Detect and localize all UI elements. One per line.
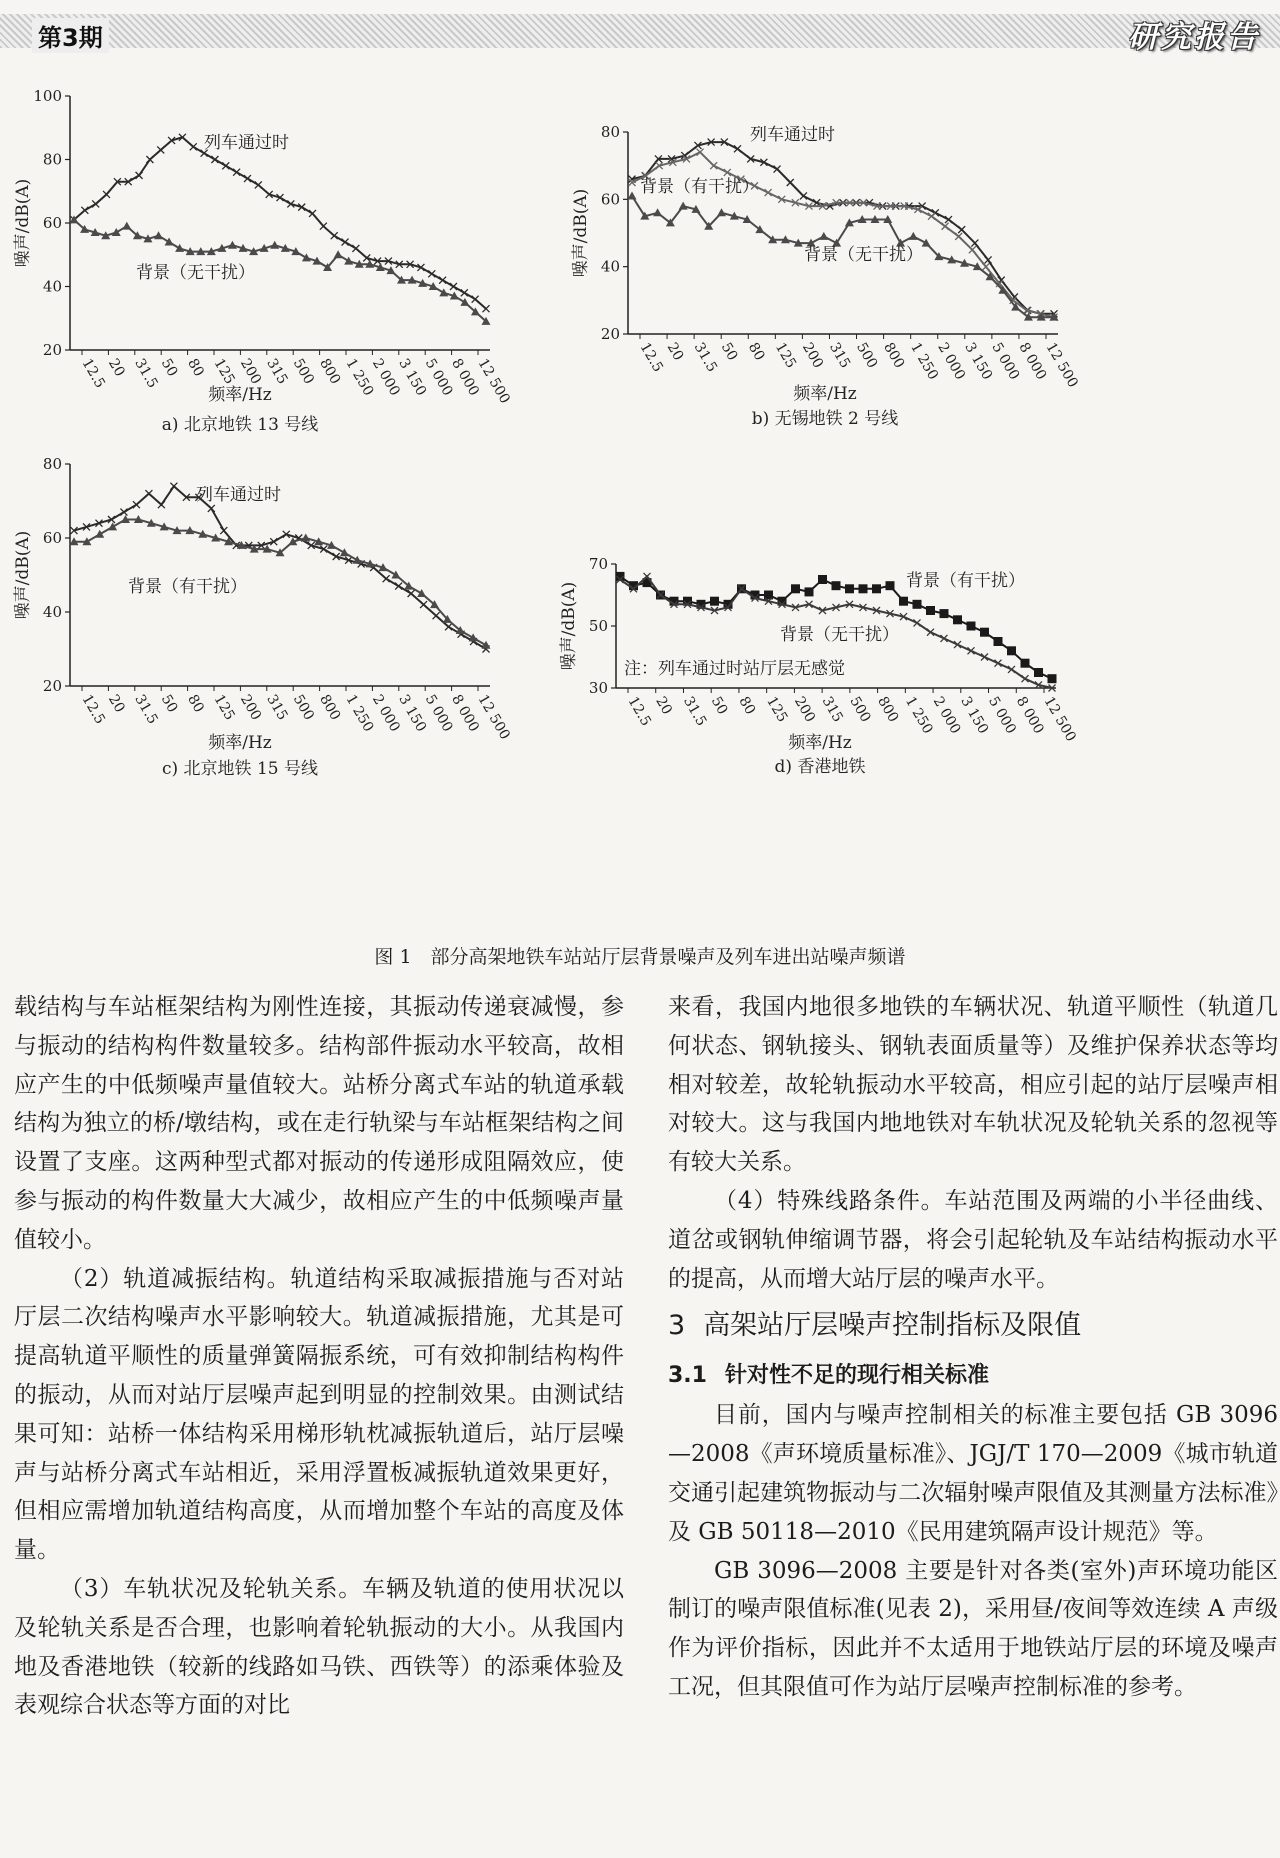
data-point <box>985 256 992 263</box>
x-tick-label: 20 <box>663 340 687 364</box>
x-tick-label: 2 000 <box>368 356 403 399</box>
x-axis-label: 频率/Hz <box>208 733 272 753</box>
x-tick-label: 125 <box>210 356 238 388</box>
x-tick-label: 200 <box>790 694 819 726</box>
x-tick-label: 31.5 <box>680 694 710 729</box>
y-tick-label: 50 <box>588 617 608 635</box>
x-tick-label: 500 <box>853 340 881 372</box>
series-line-1 <box>74 486 486 649</box>
x-tick-label: 200 <box>798 340 827 372</box>
data-point <box>170 483 177 490</box>
x-tick-label: 5 000 <box>421 356 456 399</box>
right-column <box>668 988 1278 1707</box>
x-tick-label: 2 000 <box>934 340 969 383</box>
series-annotation: 背景（有干扰） <box>906 571 1025 591</box>
data-point <box>383 575 390 582</box>
x-tick-label: 3 150 <box>395 356 430 399</box>
x-tick-label: 125 <box>771 340 800 372</box>
x-tick-label: 315 <box>263 692 291 724</box>
data-point <box>175 244 184 252</box>
left-column <box>14 988 624 1725</box>
section-heading-text: 高架站厅层噪声控制指标及限值 <box>703 1310 1082 1342</box>
right-paragraph-1: 来看，我国内地很多地铁的车辆状况、轨道平顺性（轨道几何状态、钢轨接头、钢轨表面质量等）及维护保养状态等均相对较差，故轮轨振动水平较高，相应引起的站厅层噪声相对较大。这与我国内地地铁对车轨状况及轮轨关系的忽视等有较大关系。 <box>668 994 1278 1176</box>
x-tick-label: 500 <box>846 694 874 726</box>
data-point <box>734 145 741 152</box>
series-line-1 <box>632 142 1054 314</box>
data-point <box>469 633 478 641</box>
data-point <box>190 143 197 150</box>
data-point <box>980 628 989 637</box>
data-point <box>697 149 704 156</box>
data-point <box>460 298 469 306</box>
data-point <box>483 305 490 312</box>
data-point <box>353 556 362 564</box>
chart-b <box>560 114 1280 444</box>
data-point <box>158 501 165 508</box>
data-point <box>154 231 163 239</box>
data-point <box>954 641 961 648</box>
y-axis-label: 噪声/dB(A) <box>13 178 33 268</box>
data-point <box>928 213 935 220</box>
data-point <box>653 208 662 216</box>
x-axis-label: 频率/Hz <box>793 384 857 404</box>
right-paragraph-2: （4）特殊线路条件。车站范围及两端的小半径曲线、道岔或钢轨伸缩调节器，将会引起轮轨及车站结构振动水平的提高，从而增大站厅层的噪声水平。 <box>668 1187 1278 1292</box>
x-tick-label: 80 <box>744 340 768 364</box>
data-point <box>352 245 359 252</box>
series-annotation: 背景（无干扰） <box>136 263 255 283</box>
data-point <box>428 270 435 277</box>
data-point <box>120 509 127 516</box>
x-tick-label: 12.5 <box>78 356 108 391</box>
panel-title: a) 北京地铁 13 号线 <box>161 415 319 435</box>
data-point <box>981 654 988 661</box>
x-tick-label: 200 <box>236 692 265 724</box>
data-point <box>953 615 962 624</box>
data-point <box>340 548 349 556</box>
section-heading-3 <box>668 1304 1278 1348</box>
panel-title: c) 北京地铁 15 号线 <box>162 759 318 779</box>
y-tick-label: 60 <box>600 190 620 209</box>
x-tick-label: 2 000 <box>368 692 403 735</box>
data-point <box>334 250 343 258</box>
x-tick-label: 2 000 <box>929 694 964 737</box>
x-tick-label: 50 <box>157 692 181 716</box>
x-tick-label: 12 500 <box>1042 340 1081 391</box>
data-point <box>899 597 908 606</box>
data-point <box>233 169 240 176</box>
x-tick-label: 125 <box>210 692 238 724</box>
series-annotation: 列车通过时 <box>750 125 835 145</box>
x-tick-label: 12.5 <box>624 694 654 729</box>
data-point <box>445 623 452 630</box>
x-tick-label: 500 <box>289 692 317 724</box>
x-tick-label: 31.5 <box>690 340 721 375</box>
x-tick-label: 20 <box>104 692 128 716</box>
x-tick-label: 1 250 <box>907 340 942 383</box>
x-tick-label: 800 <box>316 356 344 388</box>
data-point <box>482 641 491 649</box>
left-paragraph-3: （3）车轨状况及轮轨关系。车辆及轨道的使用状况以及轮轨关系是否合理，也影响着轮轨振动的大小。从我国内地及香港地铁（较新的线路如马铁、西铁等）的添乘体验及表观综合状态等方面的对比 <box>14 1575 624 1719</box>
y-tick-label: 70 <box>588 555 608 573</box>
data-point <box>679 202 688 210</box>
data-point <box>805 587 814 596</box>
data-point <box>832 581 841 590</box>
data-point <box>982 263 989 270</box>
data-point <box>1007 646 1016 655</box>
chart-a <box>0 80 640 440</box>
data-point <box>1048 674 1057 683</box>
series-annotation: 背景（无干扰） <box>780 625 899 645</box>
data-point <box>208 505 215 512</box>
data-point <box>1034 668 1043 677</box>
data-point <box>787 179 794 186</box>
subsection-heading-text: 针对性不足的现行相关标准 <box>724 1363 989 1389</box>
series-annotation: 背景（有干扰） <box>640 177 759 197</box>
x-tick-label: 800 <box>880 340 908 372</box>
data-point <box>92 200 99 207</box>
data-point <box>309 210 316 217</box>
data-point <box>408 590 415 597</box>
data-point <box>228 241 237 249</box>
data-point <box>136 172 143 179</box>
data-point <box>222 162 229 169</box>
data-point <box>968 647 975 654</box>
data-point <box>800 192 807 199</box>
left-paragraph-2: （2）轨道减振结构。轨道结构采取减振措施与否对站厅层二次结构噪声水平影响较大。轨道减振措施，尤其是可提高轨道平顺性的质量弹簧隔振系统，可有效抑制结构构件的振动，从而对站厅层噪声起到明显的控制效果。由测试结果可知：站桥一体结构采用梯形轨枕减振轨道后，站厅层噪声与站桥分离式车站相近，采用浮置板减振轨道效果更好，但相应需增加轨道结构高度，从而增加整个车站的高度及体量。 <box>14 1265 624 1564</box>
left-paragraph-1: 载结构与车站框架结构为刚性连接，其振动传递衰减慢，参与振动的结构构件数量较多。结构部件振动水平较高，故相应产生的中低频噪声量值较大。站桥分离式车站的轨道承载结构为独立的桥/墩结构，或在走行轨梁与车站框架结构之间设置了支座。这两种型式都对振动的传递形成阻隔效应，使参与振动的构件数量大大减少，故相应产生的中低频噪声量值较小。 <box>14 994 624 1253</box>
y-axis-label: 噪声/dB(A) <box>13 530 33 620</box>
data-point <box>940 609 949 618</box>
x-tick-label: 125 <box>763 694 791 726</box>
data-point <box>724 169 731 176</box>
x-tick-label: 3 150 <box>957 694 992 737</box>
y-tick-label: 80 <box>600 123 620 141</box>
x-tick-label: 20 <box>104 356 128 380</box>
y-tick-label: 80 <box>42 455 62 473</box>
data-point <box>886 581 895 590</box>
x-axis-label: 频率/Hz <box>208 385 272 405</box>
data-point <box>859 584 868 593</box>
x-tick-label: 1 250 <box>342 356 377 399</box>
x-tick-label: 12.5 <box>78 692 108 727</box>
data-point <box>914 619 921 626</box>
data-point <box>971 240 978 247</box>
data-point <box>958 226 965 233</box>
x-tick-label: 800 <box>874 694 902 726</box>
data-point <box>165 238 174 246</box>
data-point <box>420 601 427 608</box>
data-point <box>145 490 152 497</box>
right-paragraph-3: 目前，国内与噪声控制相关的标准主要包括 GB 3096—2008《声环境质量标准》、JGJ/T 170—2009《城市轨道交通引起建筑物振动与二次辐射噪声限值及其测量方法标准》及 GB 50118—2010《民用建筑隔声设计规范》等。 <box>668 1402 1278 1545</box>
data-point <box>461 289 468 296</box>
x-tick-label: 8 000 <box>1012 694 1047 737</box>
data-point <box>391 571 400 579</box>
data-point <box>791 584 800 593</box>
page-header <box>0 0 1280 56</box>
section-title: 研究报告 <box>1128 20 1260 55</box>
y-tick-label: 40 <box>600 257 620 276</box>
data-point <box>1008 666 1015 673</box>
x-tick-label: 3 150 <box>395 692 430 735</box>
data-point <box>995 660 1002 667</box>
data-point <box>942 223 949 230</box>
data-point <box>628 191 637 199</box>
x-tick-label: 5 000 <box>985 694 1019 737</box>
x-tick-label: 20 <box>652 694 676 718</box>
data-point <box>926 606 935 615</box>
x-tick-label: 5 000 <box>421 692 456 735</box>
data-point <box>95 530 104 538</box>
data-point <box>1021 659 1030 668</box>
data-point <box>472 296 479 303</box>
series-annotation: 注：列车通过时站厅层无感觉 <box>624 659 845 679</box>
y-tick-label: 60 <box>42 529 62 547</box>
data-point <box>108 522 117 530</box>
data-point <box>157 146 164 153</box>
x-tick-label: 5 000 <box>988 340 1023 383</box>
data-point <box>765 189 772 196</box>
data-point <box>774 166 781 173</box>
x-tick-label: 31.5 <box>131 356 161 391</box>
data-point <box>450 283 457 290</box>
section-number: 3 <box>668 1310 686 1342</box>
x-tick-label: 12.5 <box>636 340 666 375</box>
data-point <box>994 637 1003 646</box>
x-tick-label: 800 <box>316 692 344 724</box>
data-point <box>103 191 110 198</box>
panel-title: b) 无锡地铁 2 号线 <box>751 409 899 429</box>
right-paragraph-4: GB 3096—2008 主要是针对各类(室外)声环境功能区制订的噪声限值标准(见表 2)，采用昼/夜间等效连续 A 声级作为评价指标，因此并不太适用于地铁站厅层的环境及噪声工况，但其限值可作为站厅层噪声控制标准的参考。 <box>668 1557 1278 1700</box>
subsection-heading-3-1 <box>668 1356 1278 1396</box>
data-point <box>112 228 121 236</box>
data-point <box>439 288 448 296</box>
data-point <box>941 635 948 642</box>
data-point <box>955 233 962 240</box>
x-tick-label: 1 250 <box>901 694 936 737</box>
panel-title: d) 香港地铁 <box>774 757 866 777</box>
data-point <box>945 216 952 223</box>
x-tick-label: 50 <box>707 694 731 718</box>
data-point <box>270 241 279 249</box>
data-point <box>717 208 726 216</box>
y-tick-label: 30 <box>588 679 608 697</box>
y-tick-label: 100 <box>33 87 62 105</box>
data-point <box>220 527 227 534</box>
x-tick-label: 12 500 <box>474 692 513 743</box>
x-tick-label: 12 500 <box>1040 694 1079 745</box>
x-tick-label: 200 <box>236 356 265 388</box>
data-point <box>967 622 976 631</box>
data-point <box>211 156 218 163</box>
header-hatch-band <box>0 14 1280 48</box>
subsection-number: 3.1 <box>668 1363 707 1389</box>
series-annotation: 列车通过时 <box>196 485 281 505</box>
data-point <box>342 239 349 246</box>
x-tick-label: 80 <box>184 356 207 380</box>
series-annotation: 列车通过时 <box>204 133 289 153</box>
x-tick-label: 50 <box>157 356 181 380</box>
y-tick-label: 20 <box>42 341 62 359</box>
data-point <box>927 629 934 636</box>
y-axis-label: 噪声/dB(A) <box>559 581 579 671</box>
data-point <box>969 246 976 253</box>
y-tick-label: 60 <box>42 214 62 232</box>
data-point <box>710 162 717 169</box>
x-tick-label: 31.5 <box>131 692 161 727</box>
data-point <box>1022 675 1029 682</box>
x-tick-label: 8 000 <box>1015 340 1050 383</box>
y-tick-label: 20 <box>42 677 62 695</box>
y-tick-label: 80 <box>42 150 62 169</box>
data-point <box>331 232 338 239</box>
data-point <box>872 584 881 593</box>
y-tick-label: 40 <box>42 277 62 296</box>
y-tick-label: 20 <box>600 325 620 343</box>
data-point <box>302 253 311 261</box>
data-point <box>344 257 353 265</box>
data-point <box>845 584 854 593</box>
figure-caption: 图 1 部分高架地铁车站站厅层背景噪声及列车进出站噪声频谱 <box>374 946 906 968</box>
data-point <box>819 232 828 240</box>
x-tick-label: 8 000 <box>448 356 483 399</box>
x-tick-label: 80 <box>184 692 207 716</box>
data-point <box>909 232 918 240</box>
x-tick-label: 50 <box>717 340 741 364</box>
data-point <box>146 156 153 163</box>
issue-number: 第3期 <box>32 18 109 53</box>
x-tick-label: 315 <box>826 340 854 372</box>
data-point <box>913 600 922 609</box>
data-point <box>433 612 440 619</box>
y-axis-label: 噪声/dB(A) <box>571 188 591 278</box>
x-tick-label: 80 <box>735 694 759 718</box>
data-point <box>417 589 426 597</box>
x-tick-label: 8 000 <box>448 692 483 735</box>
series-annotation: 背景（无干扰） <box>804 245 923 265</box>
y-tick-label: 40 <box>42 603 62 621</box>
data-point <box>81 207 88 214</box>
chart-d <box>540 550 1260 790</box>
x-tick-label: 1 250 <box>342 692 377 735</box>
data-point <box>255 181 262 188</box>
x-tick-label: 500 <box>289 356 317 388</box>
x-tick-label: 315 <box>818 694 846 726</box>
data-point <box>122 222 131 230</box>
data-point <box>818 575 827 584</box>
series-annotation: 背景（有干扰） <box>128 577 247 597</box>
data-point <box>301 534 310 542</box>
data-point <box>439 277 446 284</box>
data-point <box>133 501 140 508</box>
data-point <box>710 597 719 606</box>
x-tick-label: 3 150 <box>961 340 996 383</box>
data-point <box>244 175 251 182</box>
data-point <box>395 583 402 590</box>
data-point <box>320 223 327 230</box>
x-tick-label: 12 500 <box>474 356 513 407</box>
x-tick-label: 315 <box>263 356 291 388</box>
x-axis-label: 频率/Hz <box>788 733 852 753</box>
